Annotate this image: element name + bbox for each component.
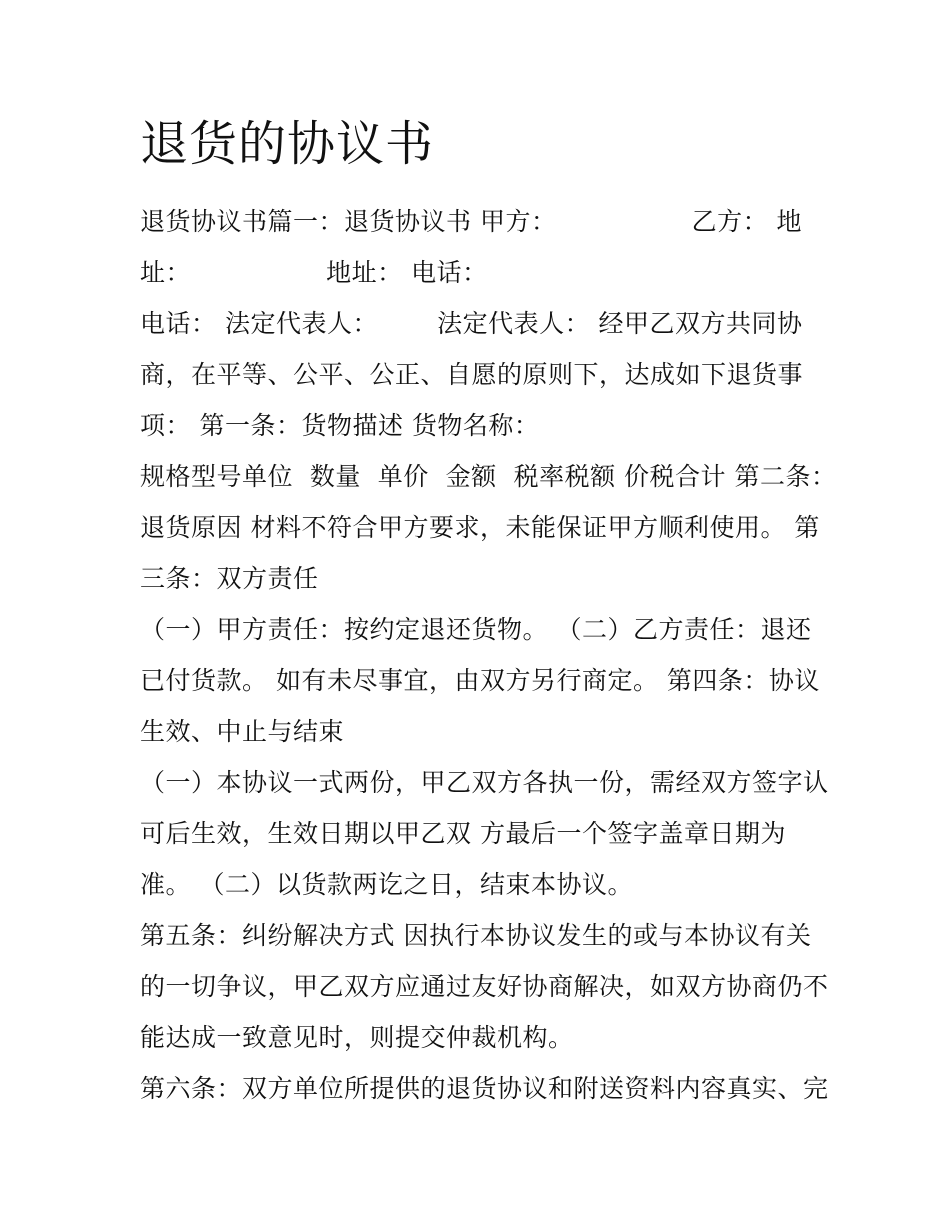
body-line-3: 电话： 法定代表人： 法定代表人： 经甲乙双方共同协 [140,309,803,338]
body-line-11: 生效、中止与结束 [140,717,345,746]
body-line-5: 项： 第一条：货物描述 货物名称： [140,411,540,440]
body-line-16: 的一切争议，甲乙双方应通过友好协商解决，如双方协商仍不 [140,972,829,1001]
body-line-10: 已付货款。 如有未尽事宜，由双方另行商定。 第四条：协议 [140,666,820,695]
body-line-4: 商，在平等、公平、公正、自愿的原则下，达成如下退货事 [140,360,804,389]
body-line-13: 可后生效，生效日期以甲乙双 方最后一个签字盖章日期为 [140,819,786,848]
body-line-9: （一）甲方责任：按约定退还货物。 （二）乙方责任：退还 [140,615,812,644]
body-line-7: 退货原因 材料不符合甲方要求，未能保证甲方顺利使用。 第 [140,513,820,542]
body-line-8: 三条：双方责任 [140,564,319,593]
body-line-18: 第六条：双方单位所提供的退货协议和附送资料内容真实、完 [140,1074,829,1103]
body-line-2: 址： 地址： 电话： [140,258,488,287]
body-line-15: 第五条：纠纷解决方式 因执行本协议发生的或与本协议有关 [140,921,812,950]
body-line-12: （一）本协议一式两份，甲乙双方各执一份，需经双方签字认 [140,768,829,797]
document-title: 退货的协议书 [140,116,435,172]
body-line-6: 规格型号单位 数量 单价 金额 税率税额 价税合计 第二条： [140,462,837,491]
body-line-14: 准。 （二）以货款两讫之日，结束本协议。 [140,870,633,899]
body-line-17: 能达成一致意见时，则提交仲裁机构。 [140,1023,574,1052]
body-line-1: 退货协议书篇一：退货协议书 甲方： 乙方： 地 [140,207,803,236]
